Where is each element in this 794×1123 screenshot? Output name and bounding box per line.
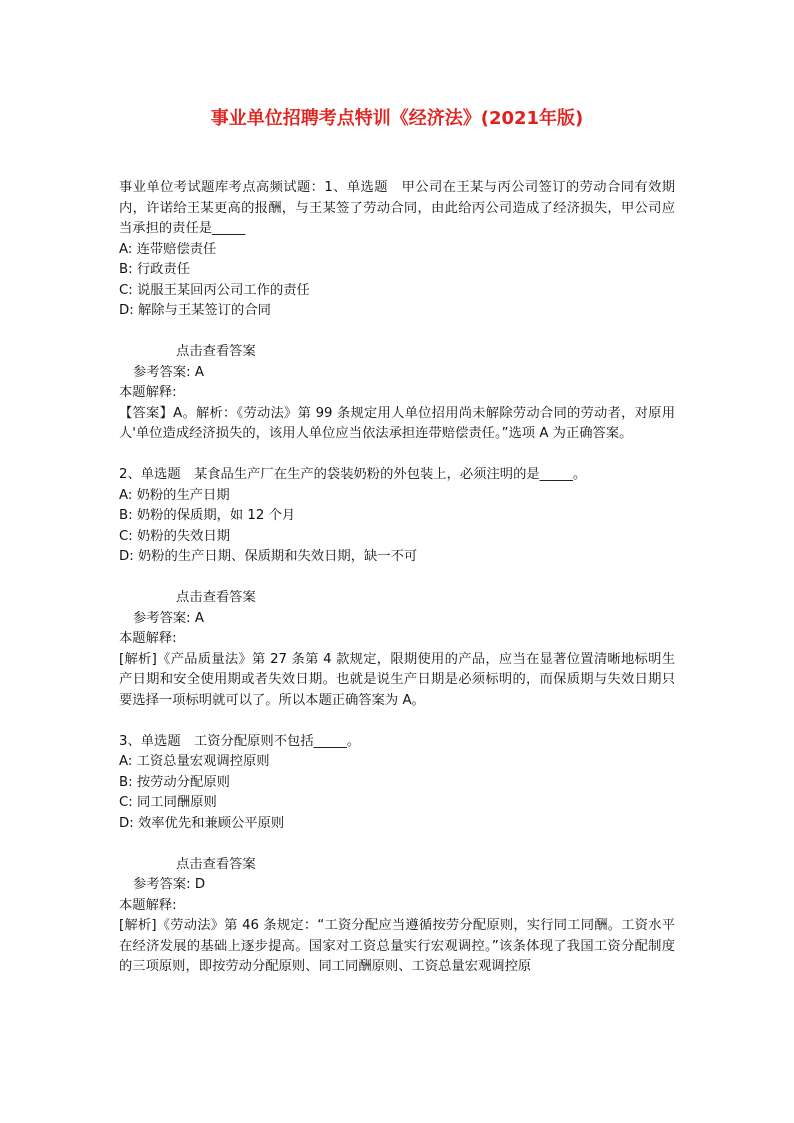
question-1-explain-label: 本题解释: [119,385,177,400]
question-1-view-answer-link[interactable]: 点击查看答案 [176,344,256,359]
question-3-view-answer-link[interactable]: 点击查看答案 [176,856,256,872]
question-2-explanation: [解析]《产品质量法》第 27 条第 4 款规定，限期使用的产品，应当在显著位置清晰地标明生产日期和安全使用期或者失效日期。也就是说生产日期是必须标明的，而保质期与失效日期只要选择一项标明就可以了。所以本题正确答案为 A。 [119,651,675,708]
question-3-stem: 3、单选题 工资分配原则不包括_____。 [119,733,361,749]
question-1-option-a: A: 连带赔偿责任 [119,241,217,257]
question-2-stem: 2、单选题 某食品生产厂在生产的袋装奶粉的外包装上，必须注明的是_____。 [119,467,587,482]
question-1-option-d: D: 解除与王某签订的合同 [119,303,271,318]
question-3-explanation: [解析]《劳动法》第 46 条规定：“工资分配应当遵循按劳分配原则，实行同工同酬。工资水平在经济发展的基础上逐步提高。国家对工资总量实行宏观调控。”该条体现了我国工资分配制度的三项原则，即按劳动分配原则、同工同酬原则、工资总量宏观调控原 [119,918,675,974]
question-3-option-d: D: 效率优先和兼顾公平原则 [119,815,285,831]
question-1-option-c: C: 说服王某回丙公司工作的责任 [119,282,310,298]
question-2-option-b: B: 奶粉的保质期，如 12 个月 [119,508,296,523]
question-2-explain-label: 本题解释: [119,631,177,646]
question-1-option-b: B: 行政责任 [119,262,191,277]
question-3-explain-label: 本题解释: [119,897,177,913]
question-2-option-a: A: 奶粉的生产日期 [119,487,230,503]
question-1 [119,178,675,445]
question-3-option-b: B: 按劳动分配原则 [119,774,230,790]
question-2-option-d: D: 奶粉的生产日期、保质期和失效日期，缺一不可 [119,549,418,564]
intro-text: 事业单位考试题库考点高频试题： [119,180,325,195]
question-3-option-a: A: 工资总量宏观调控原则 [119,754,270,769]
document-title: 事业单位招聘考点特训《经济法》(2021年版) [210,108,584,129]
question-2-view-answer-link[interactable]: 点击查看答案 [176,590,256,605]
question-1-answer: 参考答案: A [133,364,204,380]
question-1-explanation: 【答案】A。解析：《劳动法》第 99 条规定用人单位招用尚未解除劳动合同的劳动者，对原用人'单位造成经济损失的，该用人单位应当依法承担连带赔偿责任。”选项 A 为正确答案。 [119,405,675,441]
question-2-option-c: C: 奶粉的失效日期 [119,528,231,544]
question-3-option-c: C: 同工同酬原则 [119,795,217,810]
question-3-answer: 参考答案: D [133,877,206,892]
question-3 [119,732,675,978]
question-2-answer: 参考答案: A [133,610,204,626]
question-1-stem: 事业单位考试题库考点高频试题：1、单选题 甲公司在王某与丙公司签订的劳动合同有效期内，许诺给王某更高的报酬，与王某签了劳动合同，由此给丙公司造成了经济损失，甲公司应当承担的责任是_____ [119,180,675,236]
document-body [119,178,675,978]
question-2 [119,465,675,711]
